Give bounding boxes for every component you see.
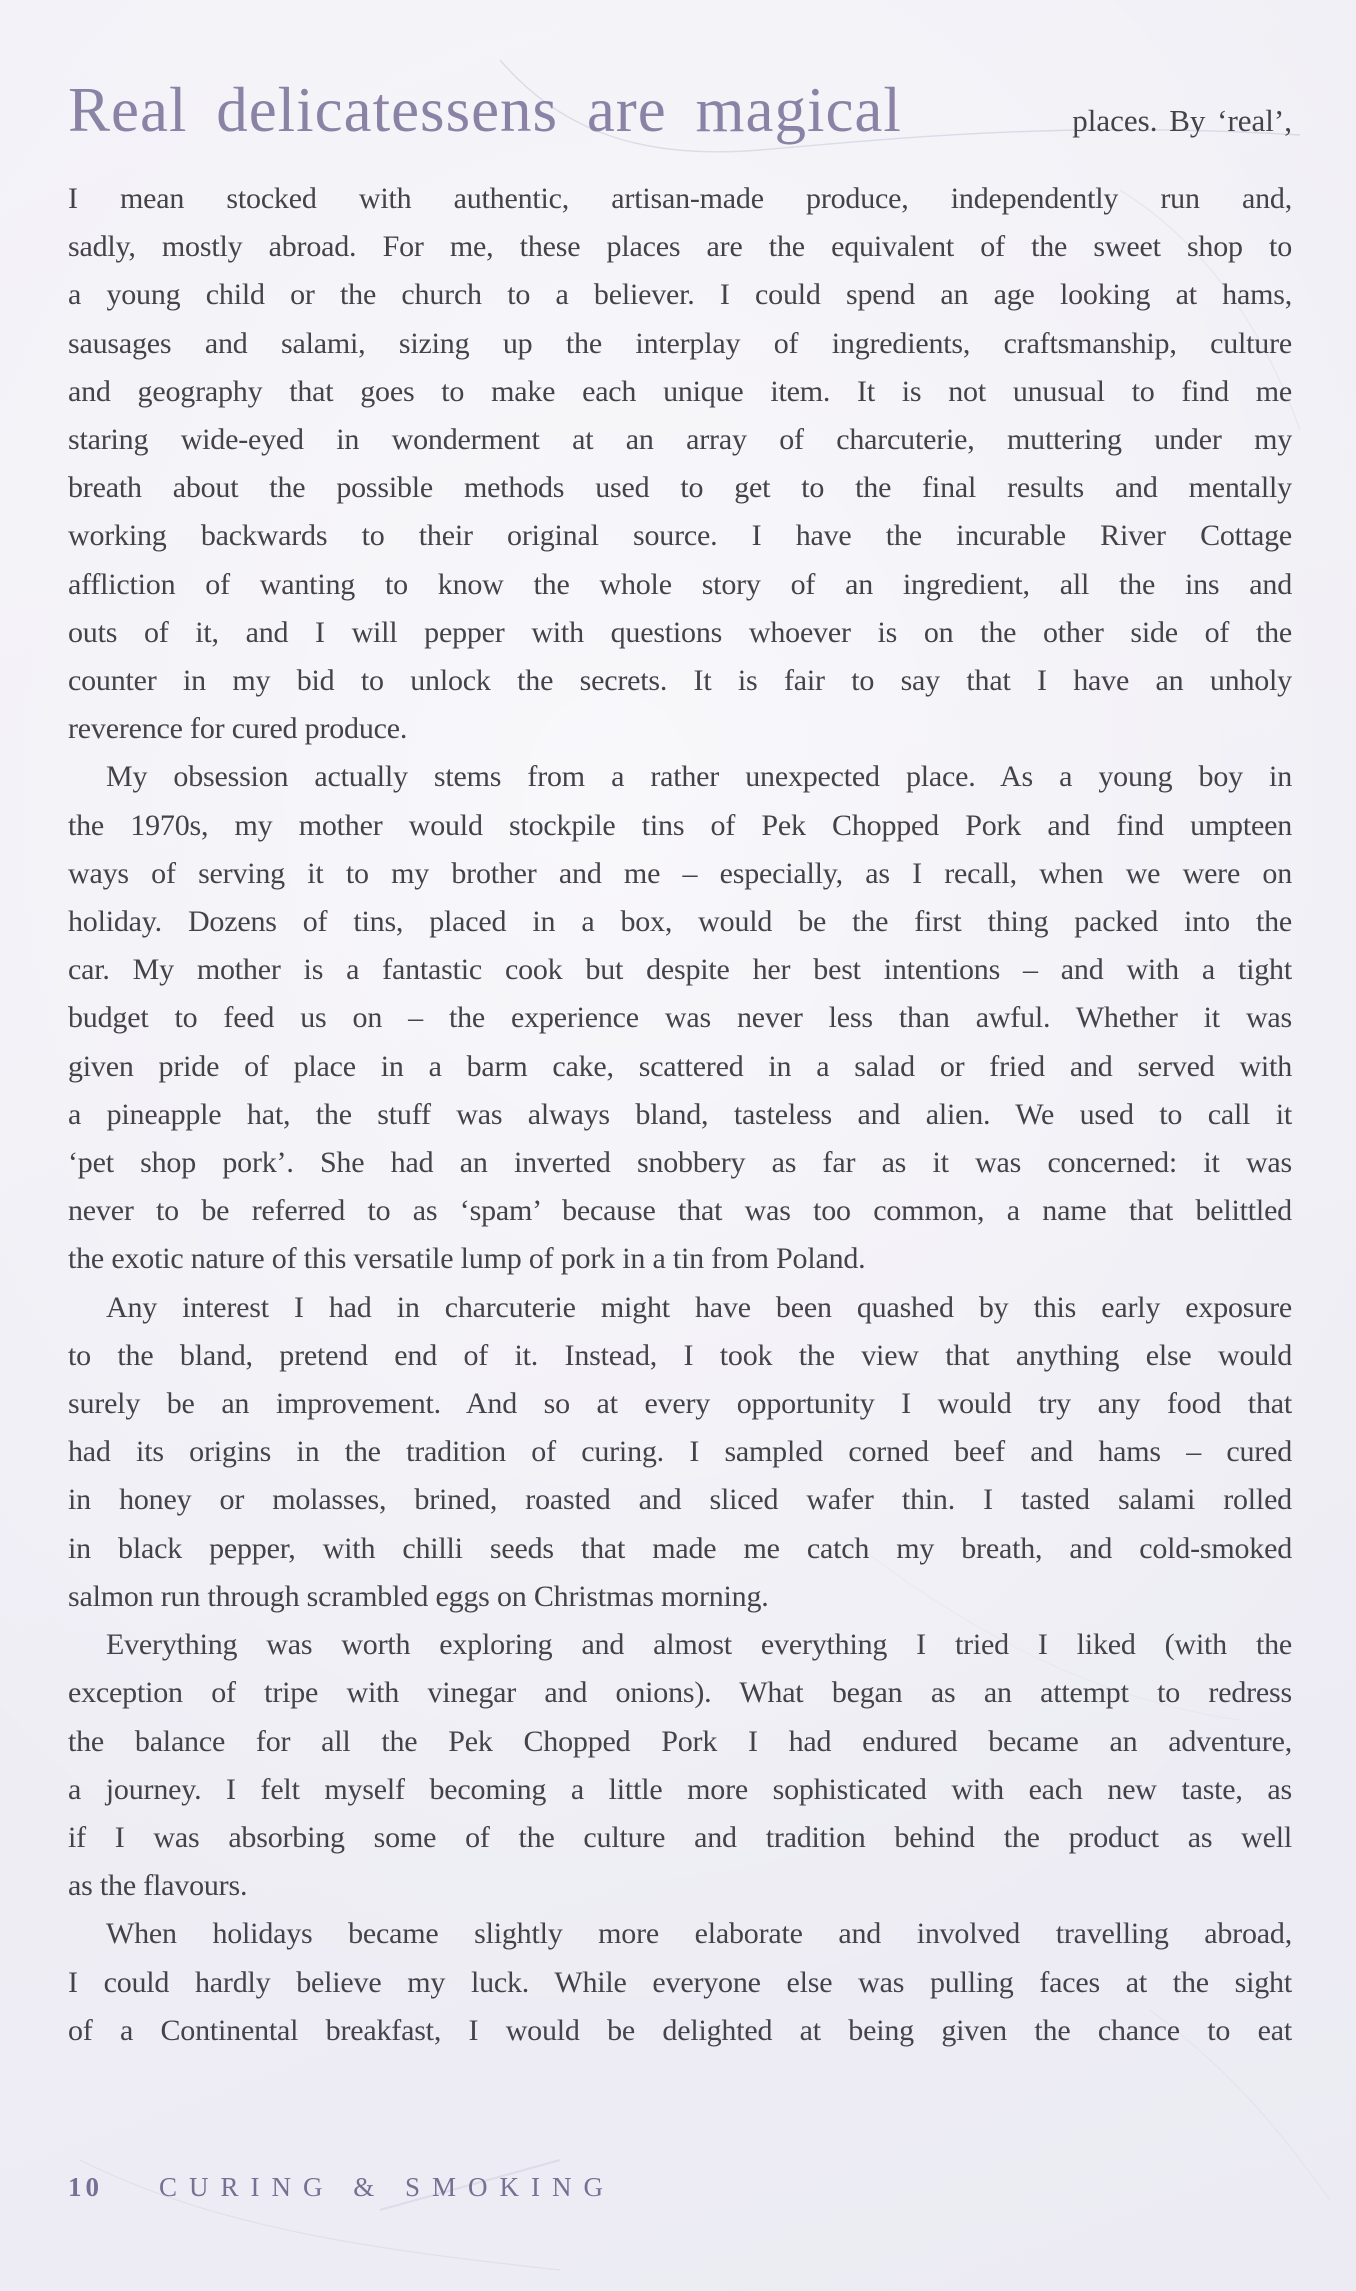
text-line: I could hardly believe my luck. While everyone else was pulling faces at the sight (68, 1965, 1292, 1999)
text-line: salmon run through scrambled eggs on Christmas morning. (68, 1579, 769, 1613)
text-line: had its origins in the tradition of curing. I sampled corned beef and hams – cured (68, 1435, 1292, 1469)
page-content (68, 62, 1292, 2055)
text-line: Everything was worth exploring and almost everything I tried I liked (with the (106, 1628, 1292, 1662)
text-line: budget to feed us on – the experience was never less than awful. Whether it was (68, 1001, 1292, 1035)
text-line: surely be an improvement. And so at every opportunity I would try any food that (68, 1387, 1292, 1421)
paragraph (68, 1621, 1292, 1910)
text-line: never to be referred to as ‘spam’ because that was too common, a name that belittled (68, 1194, 1292, 1228)
text-line: the exotic nature of this versatile lump of pork in a tin from Poland. (68, 1242, 866, 1276)
body-text (68, 175, 1292, 2055)
paragraph (68, 175, 1292, 753)
chapter-heading-text: Real delicatessens are magical (68, 75, 902, 145)
text-line: to the bland, pretend end of it. Instead, I took the view that anything else would (68, 1338, 1292, 1372)
text-line: sausages and salami, sizing up the interplay of ingredients, craftsmanship, culture (68, 326, 1292, 360)
text-line: a pineapple hat, the stuff was always bland, tasteless and alien. We used to call it (68, 1097, 1292, 1131)
text-line: ways of serving it to my brother and me – especially, as I recall, when we were on (68, 856, 1292, 890)
text-line: I mean stocked with authentic, artisan-made produce, independently run and, (68, 182, 1292, 215)
text-line: reverence for cured produce. (68, 712, 408, 746)
text-line: exception of tripe with vinegar and onions). What began as an attempt to redress (68, 1676, 1292, 1710)
page-footer (68, 2172, 615, 2203)
text-line: the balance for all the Pek Chopped Pork I had endured became an adventure, (68, 1724, 1292, 1758)
page-number: 10 (68, 2172, 103, 2202)
text-line: working backwards to their original source. I have the incurable River Cottage (68, 519, 1292, 553)
running-title: CURING & SMOKING (159, 2172, 616, 2202)
text-line: Any interest I had in charcuterie might have been quashed by this early exposure (106, 1290, 1292, 1324)
text-line: outs of it, and I will pepper with questions whoever is on the other side of the (68, 615, 1292, 649)
text-line: counter in my bid to unlock the secrets. It is fair to say that I have an unholy (68, 664, 1292, 698)
paragraph (68, 1910, 1292, 2055)
text-line: affliction of wanting to know the whole story of an ingredient, all the ins and (68, 567, 1292, 601)
heading-continuation-text: places. By ‘real’, (1072, 103, 1292, 138)
text-line: car. My mother is a fantastic cook but despite her best intentions – and with a tight (68, 953, 1292, 987)
chapter-heading (68, 62, 1292, 169)
text-line: breath about the possible methods used to get to the final results and mentally (68, 471, 1292, 505)
text-line: a journey. I felt myself becoming a little more sophisticated with each new taste, as (68, 1772, 1292, 1806)
text-line: holiday. Dozens of tins, placed in a box, would be the first thing packed into the (68, 905, 1292, 939)
text-line: the 1970s, my mother would stockpile tins of Pek Chopped Pork and find umpteen (68, 808, 1292, 842)
text-line: of a Continental breakfast, I would be delighted at being given the chance to eat (68, 2013, 1292, 2047)
text-line: if I was absorbing some of the culture and tradition behind the product as well (68, 1820, 1292, 1854)
text-line: My obsession actually stems from a rather unexpected place. As a young boy in (106, 760, 1292, 794)
text-line: and geography that goes to make each unique item. It is not unusual to find me (68, 374, 1292, 408)
text-line: as the flavours. (68, 1869, 248, 1903)
text-line: sadly, mostly abroad. For me, these places are the equivalent of the sweet shop to (68, 230, 1292, 264)
text-line: ‘pet shop pork’. She had an inverted snobbery as far as it was concerned: it was (68, 1146, 1292, 1180)
paragraph (68, 753, 1292, 1283)
paragraph (68, 1284, 1292, 1621)
text-line: in black pepper, with chilli seeds that made me catch my breath, and cold-smoked (68, 1531, 1292, 1565)
text-line: given pride of place in a barm cake, scattered in a salad or fried and served with (68, 1049, 1292, 1083)
text-line: When holidays became slightly more elaborate and involved travelling abroad, (106, 1917, 1292, 1951)
text-line: a young child or the church to a believer. I could spend an age looking at hams, (68, 278, 1292, 312)
text-line: staring wide-eyed in wonderment at an array of charcuterie, muttering under my (68, 423, 1292, 457)
text-line: in honey or molasses, brined, roasted and sliced wafer thin. I tasted salami rolled (68, 1483, 1292, 1517)
